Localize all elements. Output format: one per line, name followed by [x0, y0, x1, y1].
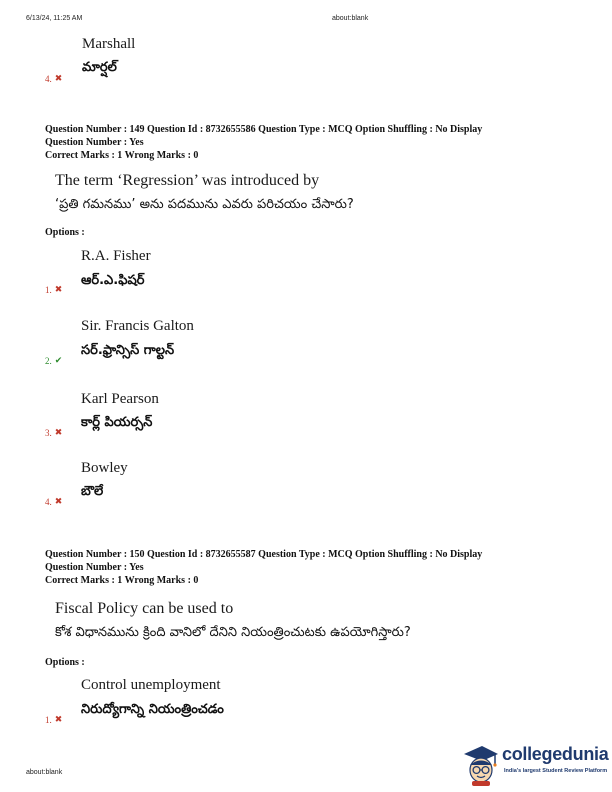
- q149-option-4-te: బౌలే: [81, 484, 104, 499]
- wrong-mark-icon: ✖: [54, 497, 63, 507]
- q149-option-2-te: సర్.ఫ్రాన్సిస్ గాల్టన్: [81, 343, 175, 358]
- prev-option-4-number: 4. ✖: [45, 74, 63, 84]
- q149-option-1-te: ఆర్.ఎ.ఫిషర్: [81, 273, 145, 288]
- wrong-mark-icon: ✖: [54, 428, 63, 438]
- question-150-text-en: Fiscal Policy can be used to: [55, 600, 234, 617]
- graduate-mascot-icon: [460, 742, 500, 786]
- brand-name: collegedunia: [502, 744, 609, 764]
- wrong-mark-icon: ✖: [54, 285, 63, 295]
- collegedunia-logo: [460, 740, 610, 788]
- q149-option-3-en: Karl Pearson: [81, 391, 159, 407]
- q149-option-2-en: Sir. Francis Galton: [81, 318, 194, 334]
- q150-option-1-te: నిరుద్యోగాన్ని నియంత్రించడం: [81, 702, 224, 717]
- print-page-title: about:blank: [332, 15, 369, 22]
- correct-check-icon: ✔: [54, 356, 63, 366]
- q149-option-3-number: 3. ✖: [45, 428, 63, 438]
- question-150-options-label: Options :: [45, 657, 85, 668]
- prev-option-4-te: మార్షల్: [82, 60, 117, 75]
- question-149-meta: Question Number : 149 Question Id : 8732655586 Question Type : MCQ Option Shuffling : No Display Question Number : Yes Correct Marks : 1 Wrong Marks : 0: [45, 124, 483, 161]
- wrong-mark-icon: ✖: [54, 74, 63, 84]
- prev-option-4-en: Marshall: [82, 36, 136, 52]
- print-footer-url: about:blank: [26, 769, 63, 776]
- question-149-options-label: Options :: [45, 227, 85, 238]
- question-150-meta: Question Number : 150 Question Id : 8732655587 Question Type : MCQ Option Shuffling : No Display Question Number : Yes Correct Marks : 1 Wrong Marks : 0: [45, 549, 483, 586]
- q149-option-1-en: R.A. Fisher: [81, 248, 151, 264]
- q149-option-2-number: 2. ✔: [45, 356, 63, 366]
- q150-option-1-number: 1. ✖: [45, 715, 63, 725]
- q149-option-4-en: Bowley: [81, 460, 128, 476]
- question-149-text-te: ‘ప్రతి గమనము’ అను పదమును ఎవరు పరిచయం చేసారు?: [55, 197, 354, 212]
- q150-option-1-en: Control unemployment: [81, 677, 221, 693]
- brand-tagline: India's largest Student Review Platform: [504, 768, 608, 774]
- question-150-text-te: కోశ విధానమును క్రింది వానిలో దేనిని నియంత్రించుటకు ఉపయోగిస్తారు?: [55, 625, 411, 640]
- q149-option-4-number: 4. ✖: [45, 497, 63, 507]
- print-datetime: 6/13/24, 11:25 AM: [26, 15, 83, 22]
- q149-option-3-te: కార్ల్ పియర్సన్: [81, 415, 153, 430]
- q149-option-1-number: 1. ✖: [45, 285, 63, 295]
- question-149-text-en: The term ‘Regression’ was introduced by: [55, 172, 320, 189]
- wrong-mark-icon: ✖: [54, 715, 63, 725]
